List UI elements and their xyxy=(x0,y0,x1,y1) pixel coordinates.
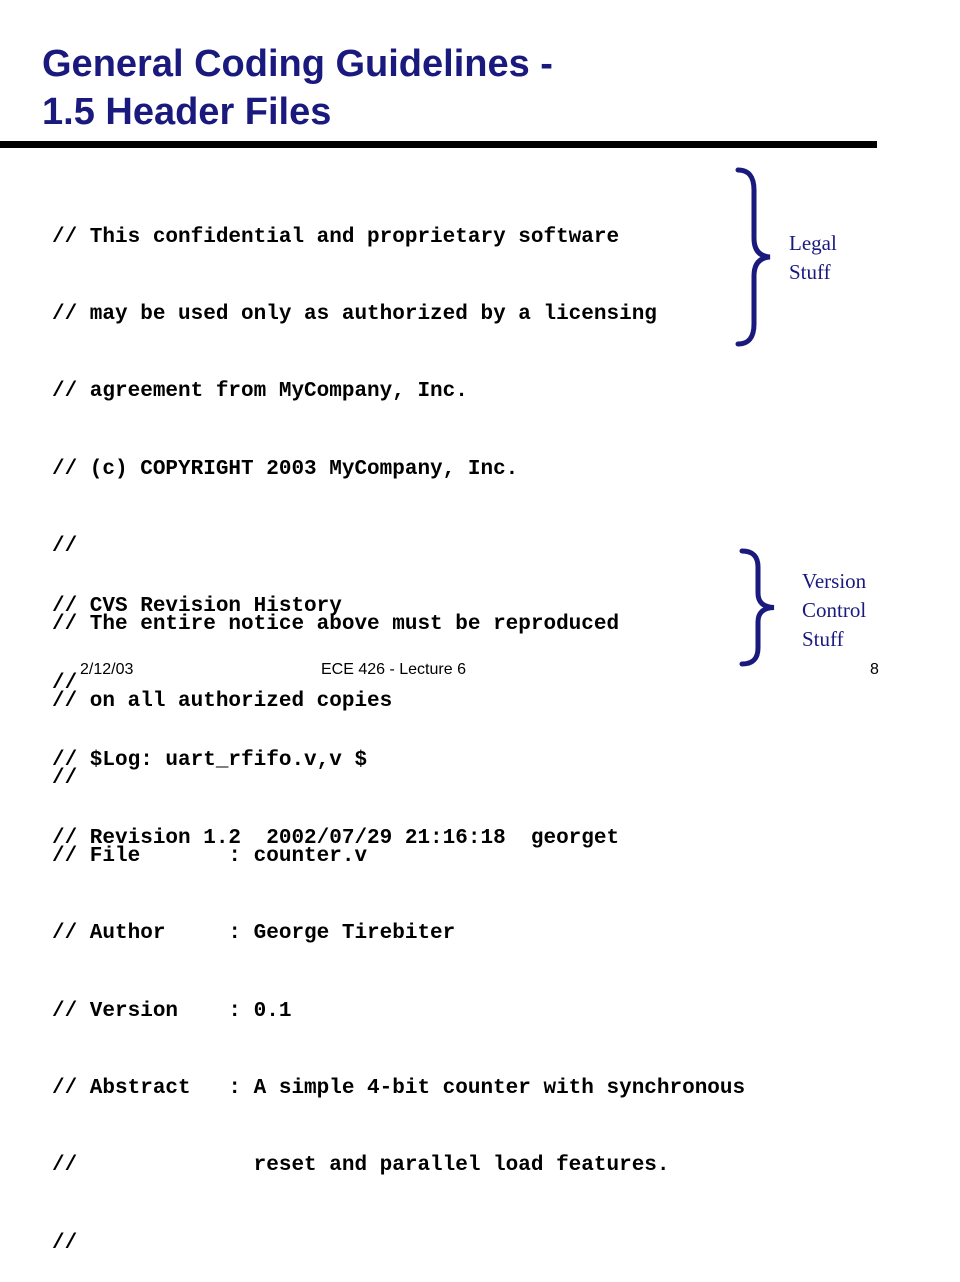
legal-brace-icon xyxy=(730,162,782,352)
code-line: // (c) COPYRIGHT 2003 MyCompany, Inc. xyxy=(52,457,519,481)
cvs-history-code-block xyxy=(52,542,619,877)
code-line: // Author : George Tirebiter xyxy=(52,922,456,946)
label-line: Stuff xyxy=(802,627,844,651)
code-line: // The entire notice above must be reproduced xyxy=(52,612,620,636)
code-line: // may be used only as authorized by a licensing xyxy=(52,302,657,326)
slide-title xyxy=(42,40,553,136)
version-control-brace-icon xyxy=(734,545,784,670)
code-line: // CVS Revision History xyxy=(52,594,342,618)
code-line: // xyxy=(52,767,78,791)
code-line: // Abstract : A simple 4-bit counter with synchronous xyxy=(52,1076,746,1100)
title-underline-rule xyxy=(0,141,877,148)
label-line: Control xyxy=(802,598,867,622)
title-line-1: General Coding Guidelines - xyxy=(42,43,553,85)
footer-course: ECE 426 - Lecture 6 xyxy=(321,661,466,678)
code-line: // Version : 0.1 xyxy=(52,999,292,1023)
code-line: // xyxy=(52,671,78,695)
code-line: // on all authorized copies xyxy=(52,689,393,713)
code-line: // File : counter.v xyxy=(52,844,368,868)
version-control-stuff-label xyxy=(802,567,866,654)
legal-stuff-label xyxy=(789,229,837,287)
code-line: // reset and parallel load features. xyxy=(52,1154,670,1178)
code-line: // xyxy=(52,1231,78,1255)
code-line: // Revision 1.2 2002/07/29 21:16:18 georget xyxy=(52,826,620,850)
code-line: // agreement from MyCompany, Inc. xyxy=(52,380,468,404)
label-line: Stuff xyxy=(789,260,831,284)
code-line: // $Log: uart_rfifo.v,v $ xyxy=(52,749,368,773)
footer-page-number: 8 xyxy=(870,661,879,678)
label-line: Legal xyxy=(789,231,837,255)
title-line-2: 1.5 Header Files xyxy=(42,91,332,133)
label-line: Version xyxy=(802,569,867,593)
footer-date: 2/12/03 xyxy=(80,661,134,678)
code-line: // This confidential and proprietary software xyxy=(52,225,620,249)
code-line: // xyxy=(52,535,78,559)
